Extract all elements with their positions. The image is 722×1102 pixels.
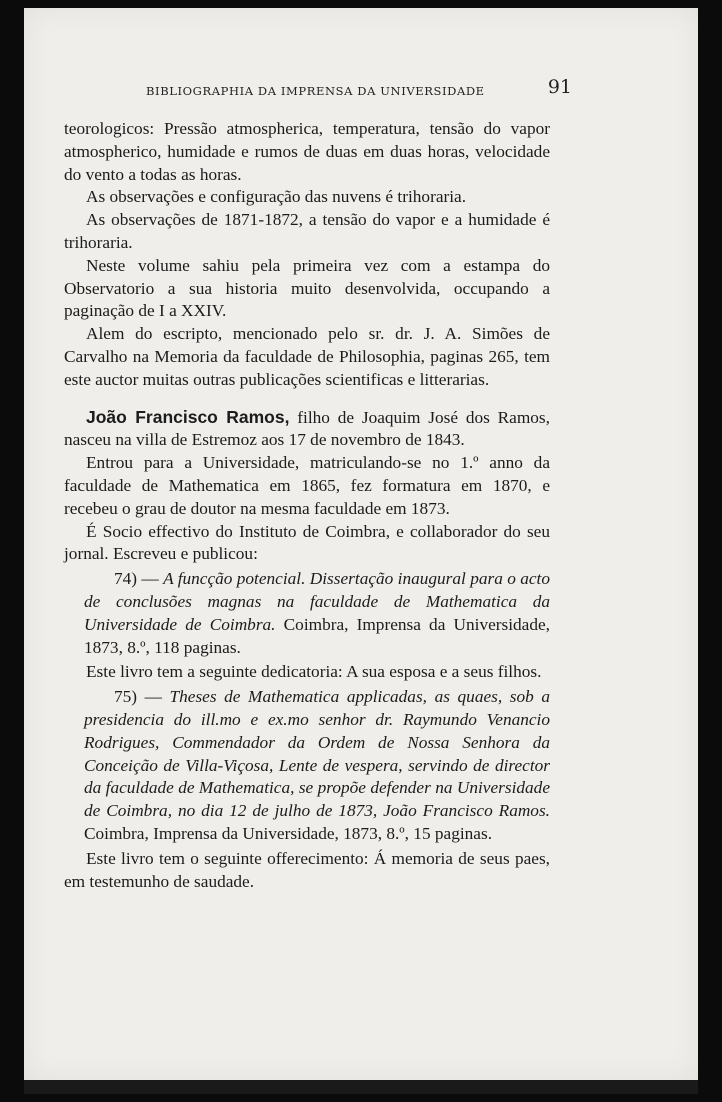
paragraph-1871: As observações de 1871-1872, a tensão do vapor e a humidade é trihoraria. [64,210,550,252]
item-75-number: 75) — [114,687,162,707]
paragraph-university: Entrou para a Universidade, matriculando-se no 1.º anno da faculdade de Mathematica em 1865, fez formatura em 1870, e recebeu o grau de doutor na mesma faculdade em 1873. [64,453,550,518]
body-text [64,118,550,893]
item-74-title: A funcção potencial. Dissertação inaugural para o acto de conclusões magnas na faculdade de Mathematica da Universidade de Coimbra. [84,569,550,634]
entry-name: João Francisco Ramos, [86,406,290,427]
running-header [146,76,572,98]
bibliography-item-74 [64,568,550,659]
entry-heading [64,406,550,453]
entry-intro: filho de Joaquim José dos Ramos, nasceu na villa de Estremoz aos 17 de novembro de 1843. [64,407,550,450]
page-number: 91 [547,76,572,98]
paragraph-other-publications: Alem do escripto, mencionado pelo sr. dr. J. A. Simões de Carvalho na Memoria da faculdade de Philosophia, paginas 265, tem este auctor muitas outras publicações scientificas e litterarias. [64,324,550,389]
scan-border [24,1080,698,1094]
bibliography-item-75 [64,686,550,846]
item-74-imprint: Coimbra, Imprensa da Universidade, 1873, 8.º, 118 paginas. [84,614,550,657]
item-75-title: Theses de Mathematica applicadas, as quaes, sob a presidencia do ill.mo e ex.mo senhor dr. Raymundo Venancio Rodrigues, Commendador da Ordem de Nossa Senhora da Conceição de Villa-Viçosa, Lente de vespera, servindo de director da faculdade de Mathematica, se propõe defender na Universidade de Coimbra, no dia 12 de julho de 1873, João Francisco Ramos. [84,687,551,821]
paragraph-meteorological: teorologicos: Pressão atmospherica, temperatura, tensão do vapor atmospherico, humidade e rumos de duas em duas horas, velocidade do vento a todas as horas. [64,119,550,184]
paragraph-observatory: Neste volume sahiu pela primeira vez com a estampa do Observatorio a sua historia muito desenvolvida, occupando a paginação de I a XXIV. [64,255,550,321]
paragraph-clouds: As observações e configuração das nuvens é trihoraria. [86,187,467,207]
paragraph-socio: É Socio effectivo do Instituto de Coimbra, e collaborador do seu jornal. Escreveu e publicou: [64,521,550,564]
paragraph-offering: Este livro tem o seguinte offerecimento: Á memoria de seus paes, em testemunho de saudade. [64,848,550,891]
running-title: BIBLIOGRAPHIA DA IMPRENSA DA UNIVERSIDADE [146,84,485,98]
item-74-number: 74) — [114,569,159,589]
item-75-imprint: Coimbra, Imprensa da Universidade, 1873, 8.º, 15 paginas. [84,823,493,843]
paragraph-dedication: Este livro tem a seguinte dedicatoria: A sua esposa e a seus filhos. [86,662,542,682]
